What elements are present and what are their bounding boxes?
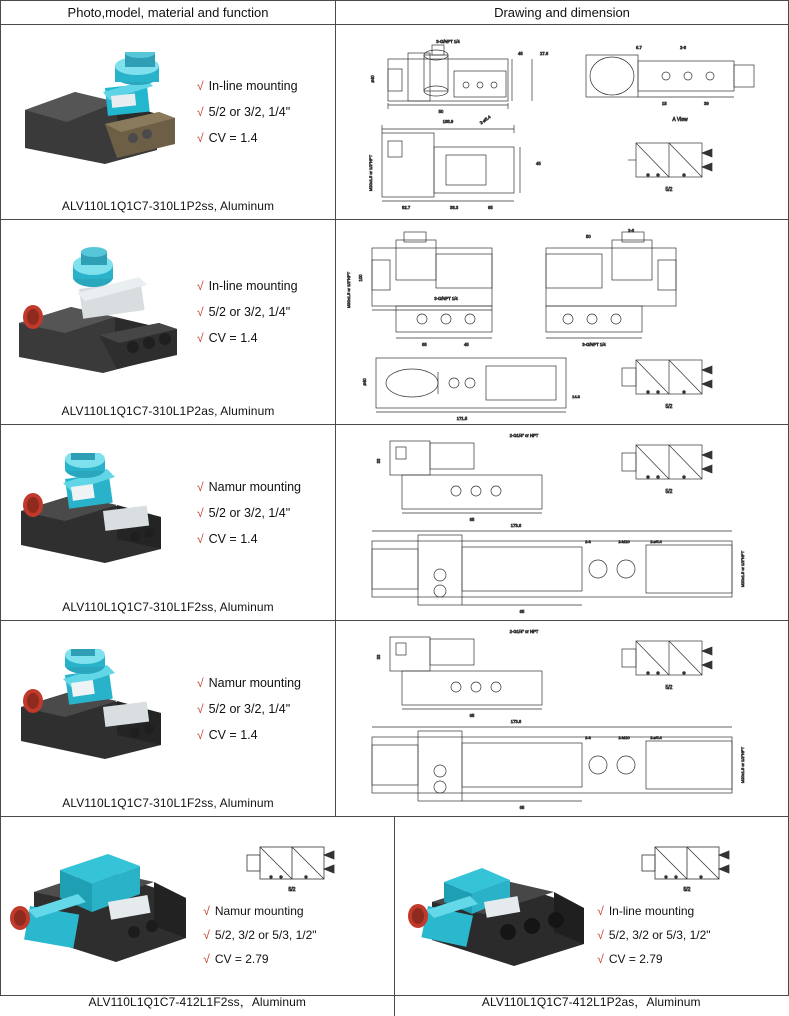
symbol-label: 5/2 xyxy=(665,404,673,410)
valve-photo-6 xyxy=(395,840,592,970)
dim-label: ø40 xyxy=(362,378,367,386)
dim-label: 27.6 xyxy=(540,51,549,56)
feature-item: √ Namur mounting xyxy=(203,904,304,918)
dim-label: 2-6 xyxy=(628,228,635,233)
bottom-info-1 xyxy=(197,839,393,971)
feature-item: √ In-line mounting xyxy=(597,904,695,918)
bottom-features-1 xyxy=(197,899,393,971)
dim-label: 65 xyxy=(469,517,475,522)
dim-label: M20x1.5 or 1/2"NPT xyxy=(368,154,373,192)
feature-item: √ CV = 2.79 xyxy=(597,952,663,966)
bottom-features-2 xyxy=(591,899,788,971)
row-1-drawing xyxy=(336,25,788,219)
row-2-drawing xyxy=(336,220,788,424)
dim-label: 3-G/NPT 1/4 xyxy=(582,342,606,347)
view-label: A View xyxy=(672,117,688,123)
table-row xyxy=(1,621,788,817)
check-icon: √ xyxy=(197,105,204,119)
table-header xyxy=(1,1,788,25)
check-icon: √ xyxy=(197,479,204,494)
feature-item: √ Namur mounting xyxy=(197,479,301,494)
valve-photo-2 xyxy=(1,220,193,404)
row-4-drawing xyxy=(336,621,788,816)
valve-photo-1 xyxy=(1,25,193,199)
check-icon: √ xyxy=(197,305,204,319)
dim-label: ø40 xyxy=(370,75,375,83)
feature-item: √ 5/2 or 3/2, 1/4" xyxy=(197,701,291,716)
dim-label: 45 xyxy=(464,342,469,347)
dim-label: 100 xyxy=(358,274,363,282)
row-1-features xyxy=(193,73,335,151)
model-label: ALV110L1Q1C7-310L1F2ss, Aluminum xyxy=(62,796,274,810)
valve-photo-5 xyxy=(1,840,197,970)
check-icon: √ xyxy=(197,331,204,345)
dim-label: 45 xyxy=(536,161,541,166)
check-icon: √ xyxy=(597,952,604,966)
dim-label: 45 xyxy=(518,51,523,56)
model-label: ALV110L1Q1C7-412L1F2ss，Aluminum xyxy=(88,995,306,1009)
dim-label: 2-3 xyxy=(585,735,591,740)
check-icon: √ xyxy=(203,952,210,966)
feature-item: √ In-line mounting xyxy=(197,79,298,93)
dim-label: 2-G1/4" or NPT xyxy=(509,629,539,634)
check-icon: √ xyxy=(197,531,204,546)
dim-label: 173.6 xyxy=(510,719,522,724)
symbol-diagram-1 xyxy=(197,839,393,899)
check-icon: √ xyxy=(203,928,210,942)
dim-label: 65 xyxy=(488,205,493,210)
check-icon: √ xyxy=(197,131,204,145)
row-4-features xyxy=(193,670,335,748)
check-icon: √ xyxy=(197,701,204,716)
model-label: ALV110L1Q1C7-310L1F2ss, Aluminum xyxy=(62,600,274,614)
dim-label: 188.9 xyxy=(442,119,454,124)
dim-label: 3-G/NPT 1/4 xyxy=(434,296,458,301)
model-label: ALV110L1Q1C7-412L1P2as，Aluminum xyxy=(481,995,701,1009)
dim-label: 2-ø5.4 xyxy=(478,114,492,126)
dim-label: 171.5 xyxy=(456,416,468,421)
symbol-label: 5/2 xyxy=(288,887,296,893)
check-icon: √ xyxy=(197,727,204,742)
dim-label: 50 xyxy=(586,234,591,239)
dim-label: 65 xyxy=(519,609,525,614)
feature-item: √ 5/2 or 3/2, 1/4" xyxy=(197,505,291,520)
row-3-left xyxy=(1,425,336,620)
table-row-bottom xyxy=(1,817,788,1016)
feature-item: √ CV = 1.4 xyxy=(197,131,258,145)
row-2-features xyxy=(193,273,335,351)
dim-label: 82.7 xyxy=(402,205,411,210)
feature-item: √ CV = 2.79 xyxy=(203,952,269,966)
dim-label: 2-M20 xyxy=(618,539,630,544)
dim-label: 65 xyxy=(422,342,427,347)
dim-label: M20x1.5 or 1/2"NPT xyxy=(740,550,745,588)
header-cell-drawing: Drawing and dimension xyxy=(494,5,630,20)
dim-label: 65 xyxy=(519,805,525,810)
header-cell-photo: Photo,model, material and function xyxy=(1,1,336,24)
bottom-cell-2 xyxy=(395,817,789,1016)
feature-item: √ 5/2 or 3/2, 1/4" xyxy=(197,305,291,319)
dim-label: 38.3 xyxy=(450,205,459,210)
check-icon: √ xyxy=(197,675,204,690)
row-1-left xyxy=(1,25,336,219)
dim-label: 65 xyxy=(469,713,475,718)
row-2-left xyxy=(1,220,336,424)
feature-item: √ 5/2, 3/2 or 5/3, 1/2" xyxy=(203,928,317,942)
dim-label: M20x1.5 or 1/2"NPT xyxy=(346,271,351,309)
dim-label: 3-G/NPT 1/4 xyxy=(436,39,460,44)
model-label: ALV110L1Q1C7-310L1P2ss, Aluminum xyxy=(61,199,275,213)
symbol-label: 5/2 xyxy=(683,887,691,893)
symbol-label: 5/2 xyxy=(665,489,673,495)
model-label: ALV110L1Q1C7-310L1P2as, Aluminum xyxy=(61,404,275,418)
symbol-label: 5/2 xyxy=(665,685,673,691)
bottom-cell-1 xyxy=(1,817,395,1016)
feature-item: √ Namur mounting xyxy=(197,675,301,690)
dim-label: 15 xyxy=(662,101,667,106)
dim-label: 50 xyxy=(438,109,444,114)
dim-label: 2-ø5.4 xyxy=(650,735,662,740)
bottom-info-2 xyxy=(591,839,788,971)
dim-label: 2-G1/4" or NPT xyxy=(509,433,539,438)
feature-item: √ CV = 1.4 xyxy=(197,727,258,742)
table-row xyxy=(1,425,788,621)
dim-label: 6.7 xyxy=(636,45,642,50)
dim-label: 2-M20 xyxy=(618,735,630,740)
check-icon: √ xyxy=(597,928,604,942)
dim-label: M20x1.5 or 1/2"NPT xyxy=(740,746,745,784)
feature-item: √ CV = 1.4 xyxy=(197,531,258,546)
feature-item: √ 5/2 or 3/2, 1/4" xyxy=(197,105,291,119)
row-4-left xyxy=(1,621,336,816)
dim-label: 2-3 xyxy=(585,539,591,544)
dim-label: 33 xyxy=(376,654,381,660)
dim-label: 39 xyxy=(704,101,709,106)
symbol-label: 5/2 xyxy=(665,187,673,193)
check-icon: √ xyxy=(197,505,204,520)
feature-item: √ In-line mounting xyxy=(197,279,298,293)
row-3-features xyxy=(193,474,335,552)
dim-label: 173.6 xyxy=(510,523,522,528)
table-row xyxy=(1,25,788,220)
valve-photo-3 xyxy=(1,425,193,600)
check-icon: √ xyxy=(597,904,604,918)
valve-photo-4 xyxy=(1,621,193,796)
dim-label: 2-6 xyxy=(680,45,687,50)
dim-label: 14.3 xyxy=(572,394,580,399)
check-icon: √ xyxy=(197,279,204,293)
row-3-drawing xyxy=(336,425,788,620)
check-icon: √ xyxy=(197,79,204,93)
dim-label: 33 xyxy=(376,458,381,464)
feature-item: √ CV = 1.4 xyxy=(197,331,258,345)
check-icon: √ xyxy=(203,904,210,918)
symbol-diagram-2 xyxy=(591,839,788,899)
dim-label: 2-ø5.4 xyxy=(650,539,662,544)
table-row xyxy=(1,220,788,425)
feature-item: √ 5/2, 3/2 or 5/3, 1/2" xyxy=(597,928,711,942)
